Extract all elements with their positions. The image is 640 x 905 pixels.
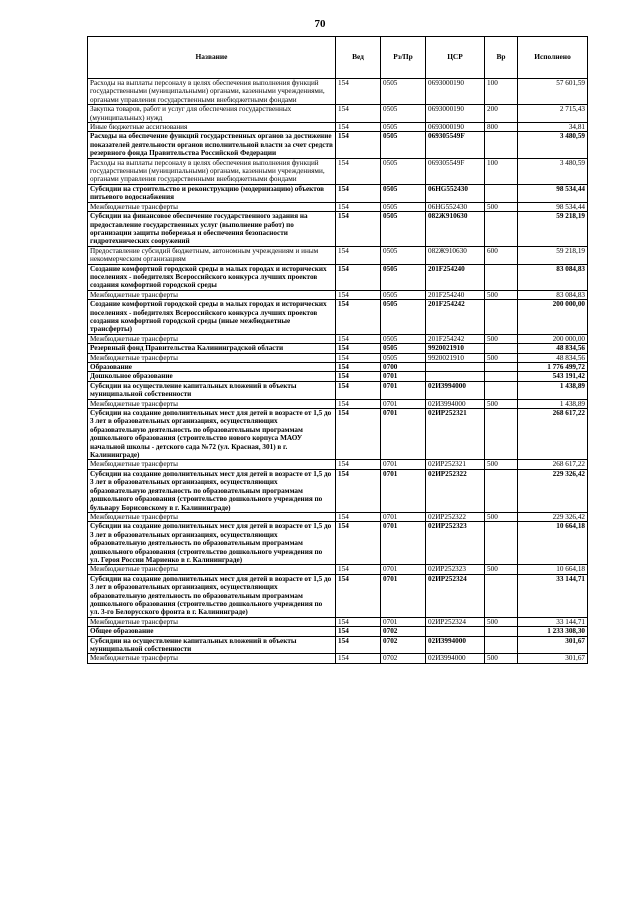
rzpr-cell: 0701 xyxy=(381,617,426,626)
name-cell: Расходы на выплаты персоналу в целях обеспечения выполнения функций государственными (муниципальными) органами, казенными учреждениями, органами управления государственными внебюджетными фондами xyxy=(88,158,336,184)
rzpr-cell: 0505 xyxy=(381,79,426,105)
ved-cell: 154 xyxy=(336,512,381,521)
rzpr-cell: 0505 xyxy=(381,105,426,123)
vr-cell xyxy=(485,264,518,290)
executed-cell: 229 326,42 xyxy=(518,512,588,521)
rzpr-cell: 0505 xyxy=(381,353,426,362)
header-vr: Вр xyxy=(485,37,518,79)
vr-cell: 500 xyxy=(485,399,518,408)
ved-cell: 154 xyxy=(336,212,381,247)
name-cell: Образование xyxy=(88,363,336,372)
name-cell: Субсидии на осуществление капитальных вложений в объекты муниципальной собственности xyxy=(88,381,336,399)
executed-cell: 98 534,44 xyxy=(518,184,588,202)
ved-cell: 154 xyxy=(336,381,381,399)
ved-cell: 154 xyxy=(336,363,381,372)
rzpr-cell: 0701 xyxy=(381,574,426,617)
table-row xyxy=(88,469,588,512)
name-cell: Субсидии на создание дополнительных мест для детей в возрасте от 1,5 до 3 лет в образовательных организациях, осуществляющих образовательную деятельность по образовательным программам дошкольного образования (строительство дошкольного учреждения по ул. 3-го Белорусского фронта в г. Калининграде) xyxy=(88,574,336,617)
name-cell: Межбюджетные трансферты xyxy=(88,460,336,469)
csr-cell: 201F254242 xyxy=(426,300,485,335)
rzpr-cell: 0701 xyxy=(381,565,426,574)
vr-cell xyxy=(485,469,518,512)
csr-cell: 9920021910 xyxy=(426,353,485,362)
table-row xyxy=(88,574,588,617)
executed-cell: 10 664,18 xyxy=(518,565,588,574)
vr-cell xyxy=(485,184,518,202)
rzpr-cell: 0701 xyxy=(381,409,426,460)
rzpr-cell: 0702 xyxy=(381,627,426,636)
vr-cell: 500 xyxy=(485,290,518,299)
table-row xyxy=(88,264,588,290)
vr-cell: 500 xyxy=(485,512,518,521)
csr-cell: 069305549F xyxy=(426,132,485,158)
executed-cell: 57 601,59 xyxy=(518,79,588,105)
ved-cell: 154 xyxy=(336,654,381,663)
executed-cell: 200 000,00 xyxy=(518,334,588,343)
vr-cell xyxy=(485,372,518,381)
budget-table xyxy=(87,36,588,664)
executed-cell: 268 617,22 xyxy=(518,409,588,460)
vr-cell xyxy=(485,522,518,565)
table-row xyxy=(88,105,588,123)
executed-cell: 59 218,19 xyxy=(518,212,588,247)
rzpr-cell: 0505 xyxy=(381,132,426,158)
csr-cell: 02И3994000 xyxy=(426,381,485,399)
ved-cell: 154 xyxy=(336,264,381,290)
table-row xyxy=(88,381,588,399)
csr-cell: 02И3994000 xyxy=(426,399,485,408)
name-cell: Резервный фонд Правительства Калининградской области xyxy=(88,344,336,353)
header-csr: ЦСР xyxy=(426,37,485,79)
rzpr-cell: 0701 xyxy=(381,460,426,469)
executed-cell: 3 480,59 xyxy=(518,132,588,158)
table-row xyxy=(88,353,588,362)
table-row xyxy=(88,158,588,184)
csr-cell: 02ИР252321 xyxy=(426,460,485,469)
name-cell: Общее образование xyxy=(88,627,336,636)
table-row xyxy=(88,300,588,335)
header-name: Название xyxy=(88,37,336,79)
executed-cell: 1 438,89 xyxy=(518,381,588,399)
name-cell: Субсидии на создание дополнительных мест для детей в возрасте от 1,5 до 3 лет в образовательных организациях, осуществляющих образовательную деятельность по образовательным программам дошкольного образования (строительство дошкольного учреждения по ул. Героя России Мариенко в г. Калининграде) xyxy=(88,522,336,565)
ved-cell: 154 xyxy=(336,132,381,158)
rzpr-cell: 0505 xyxy=(381,202,426,211)
vr-cell: 200 xyxy=(485,105,518,123)
table-row xyxy=(88,79,588,105)
table-row xyxy=(88,290,588,299)
rzpr-cell: 0505 xyxy=(381,246,426,264)
name-cell: Межбюджетные трансферты xyxy=(88,334,336,343)
vr-cell: 500 xyxy=(485,654,518,663)
vr-cell: 500 xyxy=(485,334,518,343)
table-row xyxy=(88,565,588,574)
ved-cell: 154 xyxy=(336,184,381,202)
executed-cell: 543 191,42 xyxy=(518,372,588,381)
table-row xyxy=(88,334,588,343)
ved-cell: 154 xyxy=(336,627,381,636)
csr-cell: 02ИР252324 xyxy=(426,574,485,617)
name-cell: Субсидии на создание дополнительных мест для детей в возрасте от 1,5 до 3 лет в образовательных организациях, осуществляющих образовательную деятельность по образовательным программам дошкольного образования (строительство дошкольного учреждения по бульвару Борисовскому в г. Калининграде) xyxy=(88,469,336,512)
vr-cell: 100 xyxy=(485,158,518,184)
table-row xyxy=(88,399,588,408)
executed-cell: 3 480,59 xyxy=(518,158,588,184)
name-cell: Межбюджетные трансферты xyxy=(88,617,336,626)
vr-cell xyxy=(485,132,518,158)
csr-cell: 0693000190 xyxy=(426,123,485,132)
name-cell: Создание комфортной городской среды в малых городах и исторических поселениях - победителях Всероссийского конкурса лучших проектов создания комфортной городской среды xyxy=(88,264,336,290)
name-cell: Дошкольное образование xyxy=(88,372,336,381)
ved-cell: 154 xyxy=(336,105,381,123)
csr-cell: 0693000190 xyxy=(426,79,485,105)
csr-cell: 201F254240 xyxy=(426,290,485,299)
executed-cell: 98 534,44 xyxy=(518,202,588,211)
vr-cell xyxy=(485,574,518,617)
table-row xyxy=(88,409,588,460)
csr-cell: 9920021910 xyxy=(426,344,485,353)
csr-cell xyxy=(426,372,485,381)
ved-cell: 154 xyxy=(336,522,381,565)
name-cell: Предоставление субсидий бюджетным, автономным учреждениям и иным некоммерческим организациям xyxy=(88,246,336,264)
header-ved: Вед xyxy=(336,37,381,79)
table-row xyxy=(88,184,588,202)
table-row xyxy=(88,123,588,132)
rzpr-cell: 0505 xyxy=(381,300,426,335)
csr-cell xyxy=(426,627,485,636)
executed-cell: 229 326,42 xyxy=(518,469,588,512)
csr-cell: 02ИР252321 xyxy=(426,409,485,460)
executed-cell: 83 084,83 xyxy=(518,264,588,290)
executed-cell: 200 000,00 xyxy=(518,300,588,335)
executed-cell: 268 617,22 xyxy=(518,460,588,469)
vr-cell xyxy=(485,344,518,353)
executed-cell: 1 233 308,30 xyxy=(518,627,588,636)
name-cell: Субсидии на создание дополнительных мест для детей в возрасте от 1,5 до 3 лет в образовательных организациях, осуществляющих образовательную деятельность по образовательным программам дошкольного образования (строительство нового корпуса МАОУ начальной школы - детского сада №72 (ул. Красная, 301) в г. Калининграде) xyxy=(88,409,336,460)
csr-cell: 06НG552430 xyxy=(426,184,485,202)
ved-cell: 154 xyxy=(336,246,381,264)
ved-cell: 154 xyxy=(336,158,381,184)
ved-cell: 154 xyxy=(336,636,381,654)
ved-cell: 154 xyxy=(336,399,381,408)
name-cell: Закупка товаров, работ и услуг для обеспечения государственных (муниципальных) нужд xyxy=(88,105,336,123)
rzpr-cell: 0701 xyxy=(381,522,426,565)
rzpr-cell: 0701 xyxy=(381,381,426,399)
name-cell: Межбюджетные трансферты xyxy=(88,290,336,299)
vr-cell xyxy=(485,363,518,372)
table-header-row xyxy=(88,37,588,79)
table-row xyxy=(88,344,588,353)
name-cell: Субсидии на финансовое обеспечение государственного задания на предоставление государственных услуг (выполнение работ) по организации защиты побережья и обеспечения безопасности гидротехнических сооружений xyxy=(88,212,336,247)
rzpr-cell: 0505 xyxy=(381,123,426,132)
name-cell: Межбюджетные трансферты xyxy=(88,565,336,574)
csr-cell: 0693000190 xyxy=(426,105,485,123)
csr-cell: 02ИР252324 xyxy=(426,617,485,626)
ved-cell: 154 xyxy=(336,290,381,299)
ved-cell: 154 xyxy=(336,353,381,362)
csr-cell: 069305549F xyxy=(426,158,485,184)
ved-cell: 154 xyxy=(336,300,381,335)
executed-cell: 1 776 499,72 xyxy=(518,363,588,372)
table-row xyxy=(88,654,588,663)
rzpr-cell: 0505 xyxy=(381,264,426,290)
ved-cell: 154 xyxy=(336,123,381,132)
executed-cell: 48 834,56 xyxy=(518,344,588,353)
csr-cell: 02ИР252322 xyxy=(426,469,485,512)
csr-cell: 06НG552430 xyxy=(426,202,485,211)
name-cell: Межбюджетные трансферты xyxy=(88,399,336,408)
vr-cell: 500 xyxy=(485,617,518,626)
vr-cell: 100 xyxy=(485,79,518,105)
vr-cell: 500 xyxy=(485,353,518,362)
table-row xyxy=(88,212,588,247)
executed-cell: 59 218,19 xyxy=(518,246,588,264)
name-cell: Межбюджетные трансферты xyxy=(88,353,336,362)
executed-cell: 10 664,18 xyxy=(518,522,588,565)
table-row xyxy=(88,460,588,469)
ved-cell: 154 xyxy=(336,79,381,105)
executed-cell: 34,81 xyxy=(518,123,588,132)
table-row xyxy=(88,636,588,654)
table-row xyxy=(88,363,588,372)
csr-cell: 201F254242 xyxy=(426,334,485,343)
ved-cell: 154 xyxy=(336,574,381,617)
rzpr-cell: 0701 xyxy=(381,372,426,381)
name-cell: Создание комфортной городской среды в малых городах и исторических поселениях - победителях Всероссийского конкурса лучших проектов создания комфортной городской среды (иные межбюджетные трансферты) xyxy=(88,300,336,335)
executed-cell: 48 834,56 xyxy=(518,353,588,362)
name-cell: Межбюджетные трансферты xyxy=(88,654,336,663)
executed-cell: 2 715,43 xyxy=(518,105,588,123)
name-cell: Межбюджетные трансферты xyxy=(88,512,336,521)
ved-cell: 154 xyxy=(336,372,381,381)
vr-cell xyxy=(485,627,518,636)
rzpr-cell: 0701 xyxy=(381,512,426,521)
table-row xyxy=(88,246,588,264)
vr-cell: 500 xyxy=(485,460,518,469)
csr-cell: 02ИР252323 xyxy=(426,565,485,574)
name-cell: Расходы на выплаты персоналу в целях обеспечения выполнения функций государственными (муниципальными) органами, казенными учреждениями, органами управления государственными внебюджетными фондами xyxy=(88,79,336,105)
header-rzpr: Рз/Пр xyxy=(381,37,426,79)
rzpr-cell: 0702 xyxy=(381,654,426,663)
rzpr-cell: 0701 xyxy=(381,399,426,408)
executed-cell: 301,67 xyxy=(518,654,588,663)
csr-cell: 02И3994000 xyxy=(426,654,485,663)
name-cell: Межбюджетные трансферты xyxy=(88,202,336,211)
vr-cell: 500 xyxy=(485,202,518,211)
name-cell: Субсидии на строительство и реконструкцию (модернизацию) объектов питьевого водоснабжения xyxy=(88,184,336,202)
vr-cell: 500 xyxy=(485,565,518,574)
csr-cell: 02ИР252323 xyxy=(426,522,485,565)
csr-cell xyxy=(426,363,485,372)
ved-cell: 154 xyxy=(336,617,381,626)
ved-cell: 154 xyxy=(336,344,381,353)
vr-cell xyxy=(485,212,518,247)
rzpr-cell: 0702 xyxy=(381,636,426,654)
ved-cell: 154 xyxy=(336,334,381,343)
ved-cell: 154 xyxy=(336,565,381,574)
name-cell: Субсидии на осуществление капитальных вложений в объекты муниципальной собственности xyxy=(88,636,336,654)
rzpr-cell: 0505 xyxy=(381,212,426,247)
table-row xyxy=(88,627,588,636)
ved-cell: 154 xyxy=(336,469,381,512)
csr-cell: 02И3994000 xyxy=(426,636,485,654)
name-cell: Расходы на обеспечение функций государственных органов за достижение показателей деятельности органов исполнительной власти за счет средств резервного фонда Правительства Российской Федерации xyxy=(88,132,336,158)
rzpr-cell: 0505 xyxy=(381,334,426,343)
executed-cell: 33 144,71 xyxy=(518,574,588,617)
executed-cell: 1 438,89 xyxy=(518,399,588,408)
csr-cell: 082Ж910630 xyxy=(426,212,485,247)
table-row xyxy=(88,512,588,521)
executed-cell: 83 084,83 xyxy=(518,290,588,299)
name-cell: Иные бюджетные ассигнования xyxy=(88,123,336,132)
vr-cell: 800 xyxy=(485,123,518,132)
header-executed: Исполнено xyxy=(518,37,588,79)
vr-cell xyxy=(485,636,518,654)
ved-cell: 154 xyxy=(336,202,381,211)
ved-cell: 154 xyxy=(336,409,381,460)
rzpr-cell: 0505 xyxy=(381,290,426,299)
rzpr-cell: 0505 xyxy=(381,158,426,184)
table-row xyxy=(88,132,588,158)
csr-cell: 02ИР252322 xyxy=(426,512,485,521)
vr-cell xyxy=(485,381,518,399)
csr-cell: 201F254240 xyxy=(426,264,485,290)
rzpr-cell: 0505 xyxy=(381,344,426,353)
csr-cell: 082Ж910630 xyxy=(426,246,485,264)
ved-cell: 154 xyxy=(336,460,381,469)
vr-cell xyxy=(485,300,518,335)
page-number: 70 xyxy=(314,18,326,30)
table-row xyxy=(88,372,588,381)
rzpr-cell: 0505 xyxy=(381,184,426,202)
vr-cell: 600 xyxy=(485,246,518,264)
table-row xyxy=(88,522,588,565)
executed-cell: 33 144,71 xyxy=(518,617,588,626)
rzpr-cell: 0701 xyxy=(381,469,426,512)
table-body xyxy=(88,79,588,664)
vr-cell xyxy=(485,409,518,460)
table-row xyxy=(88,617,588,626)
executed-cell: 301,67 xyxy=(518,636,588,654)
rzpr-cell: 0700 xyxy=(381,363,426,372)
table-row xyxy=(88,202,588,211)
